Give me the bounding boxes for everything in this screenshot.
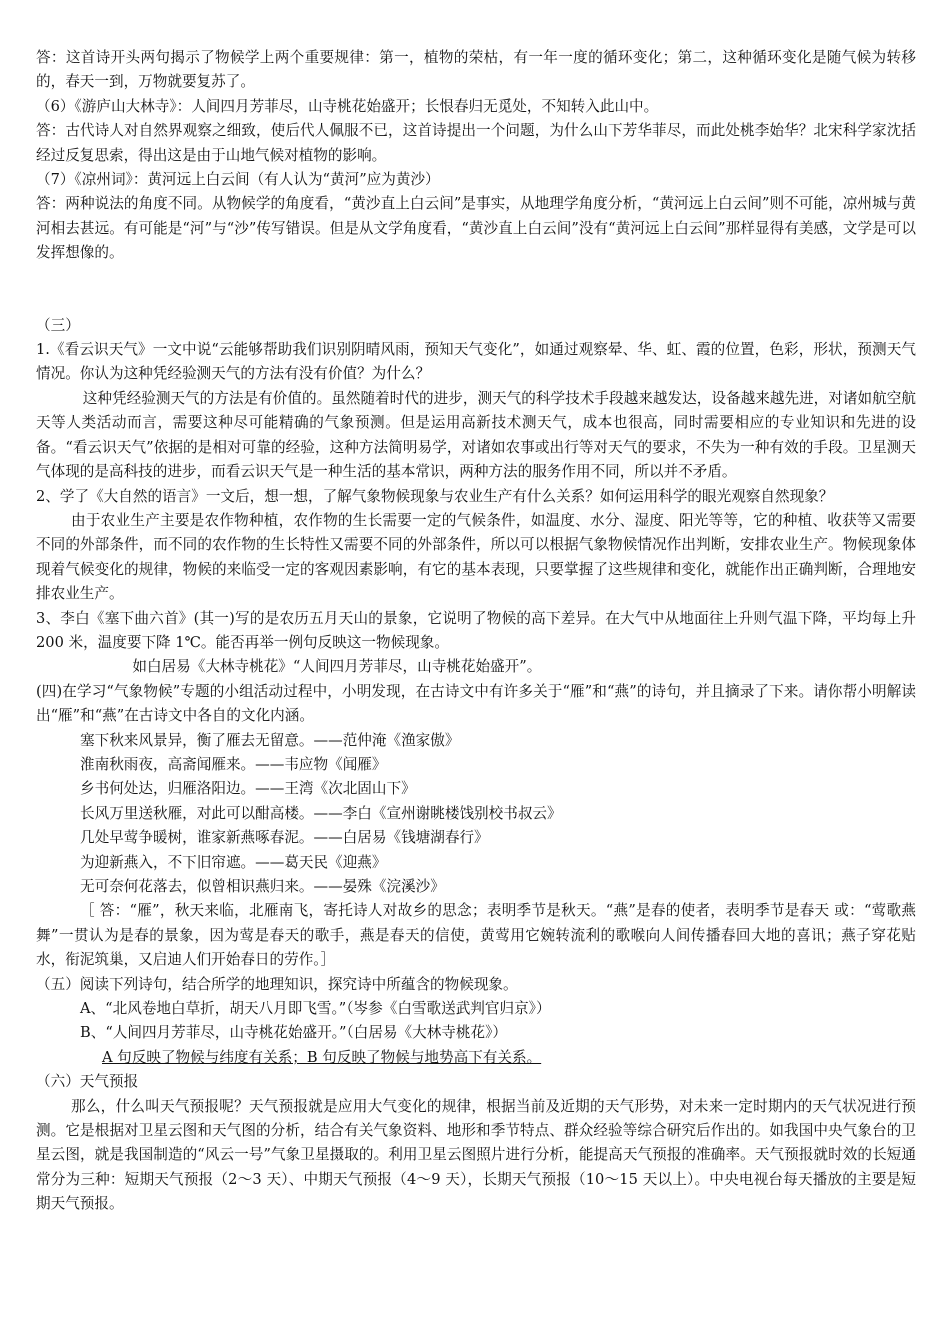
poem-line: 几处早莺争暖树，谁家新燕啄春泥。——白居易《钱塘湖春行》: [80, 829, 489, 847]
question-7: （7）《凉州词》：黄河远上白云间（有人认为“黄河”应为黄沙）: [36, 171, 440, 189]
sec3-answer-2: 由于农业生产主要是农作物种植，农作物的生长需要一定的气候条件，如温度、水分、湿度、阳光等等，它的种植、收获等又需要不同的外部条件，而不同的农作物的生长特性又需要不同的外部条件，所以可以根据气象物候情况作出判断，安排农业生产。物候现象体现着气候变化的规律，物候的来临受一定的客观因素影响，有它的基本表现，只要掌握了这些规律和变化，就能作出正确判断，合理地安排农业生产。: [36, 511, 916, 603]
spacer: [36, 266, 916, 314]
sec3-question-2: 2、学了《大自然的语言》一文后，想一想，了解气象物候现象与农业生产有什么关系？如何运用科学的眼光观察自然现象？: [36, 487, 834, 505]
section-6-body: 那么，什么叫天气预报呢？天气预报就是应用大气变化的规律，根据当前及近期的天气形势，对未来一定时期内的天气状况进行预测。它是根据对卫星云图和天气图的分析，结合有关气象资料、地形和季节特点、群众经验等综合研究后作出的。如我国中央气象台的卫星云图，就是我国制造的“风云一号”气象卫星摄取的。利用卫星云图照片进行分析，能提高天气预报的准确率。天气预报就时效的长短通常分为三种：短期天气预报（2～3 天）、中期天气预报（4～9 天），长期天气预报（10～15 天以上）。中央电视台每天播放的主要是短期天气预报。: [36, 1097, 916, 1213]
sec3-question-1: 1.《看云识天气》一文中说“云能够帮助我们识别阴晴风雨，预知天气变化”，如通过观察晕、华、虹、霞的位置，色彩，形状，预测天气情况。你认为这种凭经验测天气的方法有没有价值？为什么？: [36, 341, 916, 383]
poem-line: 为迎新燕入，不下旧帘遮。——葛天民《迎燕》: [80, 853, 387, 871]
section-5-intro: （五）阅读下列诗句，结合所学的地理知识，探究诗中所蕴含的物候现象。: [36, 975, 518, 993]
poem-line: 淮南秋雨夜，高斋闻雁来。——韦应物《闻雁》: [80, 755, 387, 773]
sec3-question-3: 3、李白《塞下曲六首》(其一)写的是农历五月天山的景象，它说明了物候的高下差异。在大气中从地面往上升则气温下降，平均每上升 200 米，温度要下降 1℃。能否再举一例句反映这一物候现象。: [36, 609, 916, 651]
paragraph-answer-phenology: 答：这首诗开头两句揭示了物候学上两个重要规律：第一，植物的荣枯，有一年一度的循环变化；第二，这种循环变化是随气候为转移的，春天一到，万物就要复苏了。: [36, 49, 916, 91]
poem-line: 塞下秋来风景异，衡了雁去无留意。——范仲淹《渔家傲》: [80, 731, 460, 749]
section-6-heading: （六）天气预报: [36, 1073, 139, 1091]
answer-6: 答：古代诗人对自然界观察之细致，使后代人佩服不已，这首诗提出一个问题，为什么山下芳华菲尽，而此处桃李始华？北宋科学家沈括经过反复思索，得出这是由于山地气候对植物的影响。: [36, 122, 916, 164]
sec5-option-b: B、“人间四月芳菲尽，山寺桃花始盛开。”（白居易《大林寺桃花》）: [80, 1024, 507, 1042]
sec5-answer: A 句反映了物候与纬度有关系；B 句反映了物候与地势高下有关系。: [102, 1048, 542, 1066]
sec3-answer-1: 这种凭经验测天气的方法是有价值的。虽然随着时代的进步，测天气的科学技术手段越来越发达，设备越来越先进，对诸如航空航天等人类活动而言，需要这种尽可能精确的气象预测。但是运用高新技术测天气，成本也很高，同时需要相应的专业知识和先进的设备。“看云识天气”依据的是相对可靠的经验，这种方法简明易学，对诸如农事或出行等对天气的要求，不失为一种有效的手段。卫星测天气体现的是高科技的进步，而看云识天气是一种生活的基本常识，两种方法的服务作用不同，所以并不矛盾。: [36, 389, 916, 481]
poem-line: 乡书何处达，归雁洛阳边。——王湾《次北固山下》: [80, 780, 416, 798]
answer-7: 答：两种说法的角度不同。从物候学的角度看，“黄沙直上白云间”是事实，从地理学角度分析，“黄河远上白云间”则不可能，凉州城与黄河相去甚远。有可能是“河”与“沙”传写错误。但是从文学角度看，“黄沙直上白云间”没有“黄河远上白云间”那样显得有美感，文学是可以发挥想像的。: [36, 195, 916, 262]
sec5-option-a: A、“北风卷地白草折，胡天八月即飞雪。”（岑参《白雪歌送武判官归京》）: [80, 1000, 551, 1018]
section-4-answer: ［ 答：“雁”，秋天来临，北雁南飞，寄托诗人对故乡的思念；表明季节是秋天。“燕”是春的使者，表明季节是春天 或：“莺歌燕舞”一贯认为是春的景象，因为莺是春天的歌手，燕是春天的信使，黄莺用它婉转流利的歌喉向人间传播春回大地的喜讯；燕子穿花贴水，衔泥筑巢，又启迪人们开始春日的劳作。］: [36, 902, 916, 969]
poem-line: 无可奈何花落去，似曾相识燕归来。——晏殊《浣溪沙》: [80, 878, 445, 895]
poem-line: 长风万里送秋雁，对此可以酣高楼。——李白《宣州谢眺楼饯别校书叔云》: [80, 804, 562, 822]
section-4-intro: (四)在学习“气象物候”专题的小组活动过程中，小明发现，在古诗文中有许多关于“雁”和“燕”的诗句，并且摘录了下来。请你帮小明解读出“雁”和“燕”在古诗文中各自的文化内涵。: [36, 682, 916, 725]
section-3-heading: （三）: [36, 316, 80, 334]
question-6: （6）《游庐山大林寺》：人间四月芳菲尽，山寺桃花始盛开；长恨春归无觅处，不知转入此山中。: [36, 97, 659, 115]
sec3-answer-3: 如白居易《大林寺桃花》“人间四月芳菲尽，山寺桃花始盛开”。: [132, 658, 542, 676]
